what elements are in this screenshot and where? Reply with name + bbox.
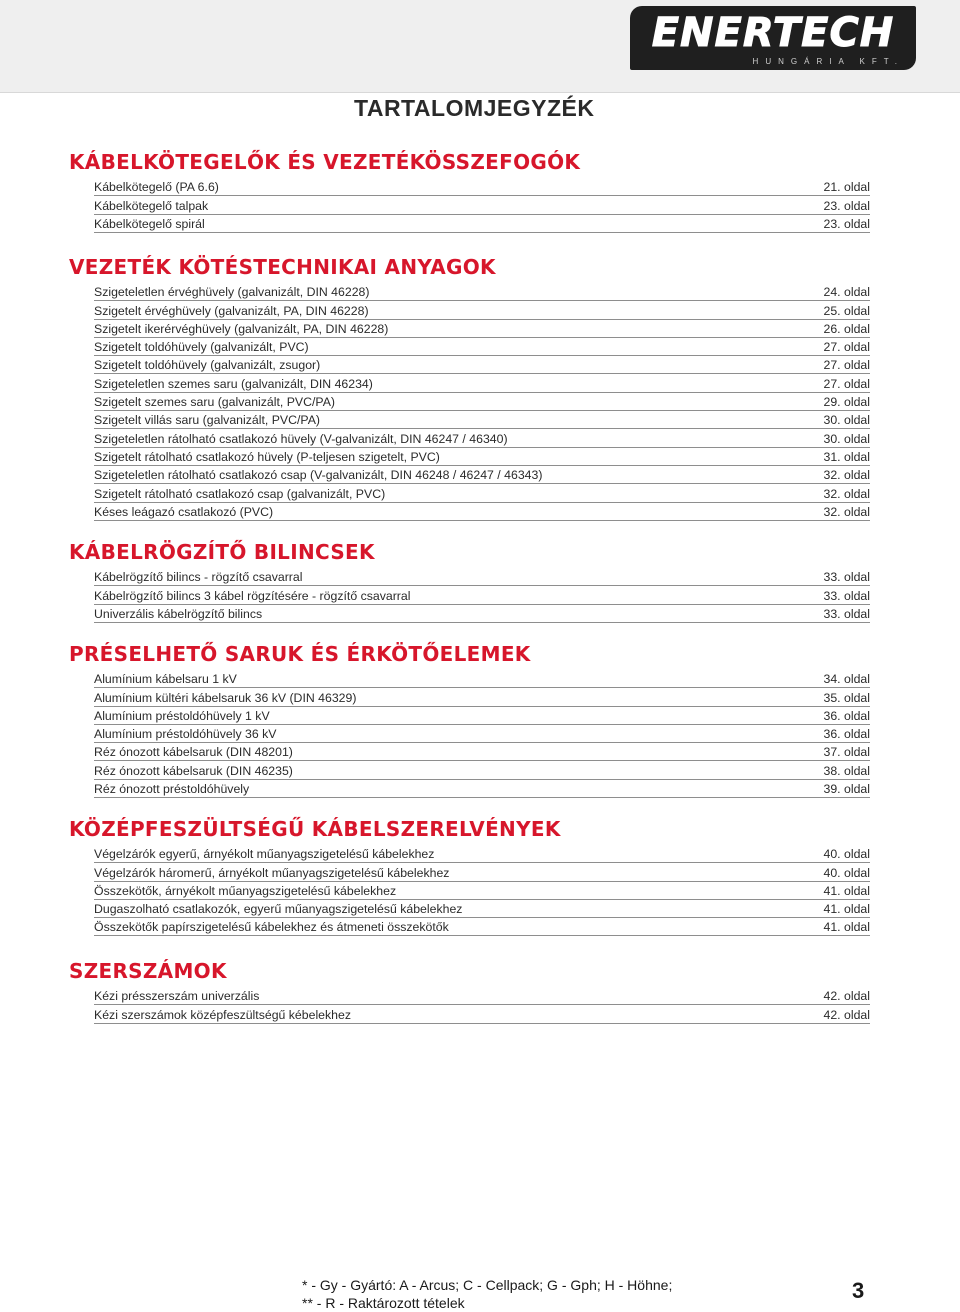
toc-page: 25. oldal [823,303,870,318]
toc-page: 34. oldal [823,672,870,687]
toc-row[interactable] [94,780,870,798]
section-title: KÁBELRÖGZÍTŐ BILINCSEK [69,540,375,564]
toc-page: 33. oldal [823,588,870,603]
section-szerszamok [69,957,870,1024]
toc-page: 26. oldal [823,321,870,336]
footer-legend-line: * - Gy - Gyártó: A - Arcus; C - Cellpack; G - Gph; H - Höhne; [302,1277,673,1293]
toc-row[interactable] [94,283,870,301]
toc-page: 32. oldal [823,486,870,501]
toc-page: 41. oldal [823,920,870,935]
toc-label: Szigetelt villás saru (galvanizált, PVC/PA) [94,413,320,428]
toc-row[interactable] [94,688,870,706]
toc-label: Végelzárók egyerű, árnyékolt műanyagszigetelésű kábelekhez [94,847,435,862]
section-title: VEZETÉK KÖTÉSTECHNIKAI ANYAGOK [69,255,496,279]
toc-row[interactable] [94,586,870,604]
toc-row[interactable] [94,484,870,502]
toc-page: 38. oldal [823,763,870,778]
toc-row[interactable] [94,301,870,319]
toc-label: Szigeteletlen érvéghüvely (galvanizált, DIN 46228) [94,285,370,300]
toc-label: Alumínium préstoldóhüvely 36 kV [94,727,277,742]
toc-label: Alumínium préstoldóhüvely 1 kV [94,708,270,723]
toc-page: 21. oldal [823,180,870,195]
toc-row[interactable] [94,429,870,447]
toc-label: Réz ónozott kábelsaruk (DIN 48201) [94,745,293,760]
toc-list [94,283,870,521]
toc-list [94,568,870,623]
toc-label: Kábelrögzítő bilincs 3 kábel rögzítésére - rögzítő csavarral [94,588,411,603]
section-preselheto-saruk [69,640,870,798]
toc-list [94,845,870,936]
section-vezetek-kotestechnikai [69,253,870,521]
logo-subtitle: HUNGÁRIA KFT. [752,57,904,66]
toc-page: 33. oldal [823,570,870,585]
toc-row[interactable] [94,1005,870,1023]
toc-label: Réz ónozott kábelsaruk (DIN 46235) [94,763,293,778]
toc-page: 41. oldal [823,902,870,917]
toc-page: 27. oldal [823,340,870,355]
toc-page: 23. oldal [823,198,870,213]
toc-page: 36. oldal [823,727,870,742]
header-band [0,0,960,93]
toc-row[interactable] [94,448,870,466]
toc-row[interactable] [94,670,870,688]
toc-label: Összekötők, árnyékolt műanyagszigetelésű kábelekhez [94,883,397,898]
toc-row[interactable] [94,743,870,761]
toc-page: 37. oldal [823,745,870,760]
toc-page: 36. oldal [823,708,870,723]
toc-page: 41. oldal [823,883,870,898]
toc-row[interactable] [94,338,870,356]
section-title: KÁBELKÖTEGELŐK ÉS VEZETÉKÖSSZEFOGÓK [69,150,581,174]
toc-page: 32. oldal [823,504,870,519]
toc-label: Szigetelt rátolható csatlakozó csap (galvanizált, PVC) [94,486,386,501]
toc-label: Kábelkötegelő spirál [94,216,205,231]
logo-wordmark: ENERTECH [651,10,895,56]
toc-label: Alumínium kábelsaru 1 kV [94,672,237,687]
section-kozepfeszultsegu [69,815,870,936]
toc-page: 42. oldal [823,1007,870,1022]
toc-label: Univerzális kábelrögzítő bilincs [94,606,263,621]
toc-label: Alumínium kültéri kábelsaruk 36 kV (DIN 46329) [94,690,357,705]
page-number: 3 [852,1278,865,1303]
section-title: PRÉSELHETŐ SARUK ÉS ÉRKÖTŐELEMEK [69,642,531,666]
toc-page: 32. oldal [823,468,870,483]
toc-label: Szigeteletlen rátolható csatlakozó csap (V-galvanizált, DIN 46248 / 46247 / 46343) [94,468,543,483]
toc-page: 31. oldal [823,449,870,464]
toc-row[interactable] [94,605,870,623]
toc-label: Szigetelt toldóhüvely (galvanizált, PVC) [94,340,309,355]
toc-page: 42. oldal [823,989,870,1004]
toc-page: 30. oldal [823,413,870,428]
toc-label: Kézi szerszámok középfeszültségű kébelekhez [94,1007,351,1022]
toc-label: Réz ónozott préstoldóhüvely [94,782,250,797]
toc-row[interactable] [94,320,870,338]
toc-row[interactable] [94,918,870,936]
toc-label: Kábelkötegelő (PA 6.6) [94,180,219,195]
toc-page: 27. oldal [823,358,870,373]
toc-page: 29. oldal [823,395,870,410]
toc-row[interactable] [94,466,870,484]
toc-page: 40. oldal [823,847,870,862]
toc-label: Szigetelt rátolható csatlakozó hüvely (P-teljesen szigetelt, PVC) [94,449,440,464]
toc-row[interactable] [94,863,870,881]
toc-label: Késes leágazó csatlakozó (PVC) [94,504,274,519]
toc-page: 40. oldal [823,865,870,880]
toc-row[interactable] [94,503,870,521]
toc-row[interactable] [94,882,870,900]
toc-label: Kábelrögzítő bilincs - rögzítő csavarral [94,570,303,585]
toc-list [94,178,870,233]
toc-row[interactable] [94,196,870,214]
toc-row[interactable] [94,900,870,918]
toc-row[interactable] [94,393,870,411]
toc-row[interactable] [94,761,870,779]
toc-label: Dugaszolható csatlakozók, egyerű műanyagszigetelésű kábelekhez [94,902,463,917]
footer-legend [302,1276,672,1312]
toc-label: Szigetelt ikerérvéghüvely (galvanizált, PA, DIN 46228) [94,321,389,336]
toc-page: 23. oldal [823,216,870,231]
toc-page: 39. oldal [823,782,870,797]
toc-row[interactable] [94,845,870,863]
toc-page: 33. oldal [823,606,870,621]
toc-label: Végelzárók háromerű, árnyékolt műanyagszigetelésű kábelekhez [94,865,450,880]
toc-row[interactable] [94,568,870,586]
enertech-logo [630,6,916,70]
toc-label: Szigetelt érvéghüvely (galvanizált, PA, DIN 46228) [94,303,369,318]
toc-row[interactable] [94,374,870,392]
toc-page: 35. oldal [823,690,870,705]
section-title: KÖZÉPFESZÜLTSÉGŰ KÁBELSZERELVÉNYEK [69,817,561,841]
toc-row[interactable] [94,987,870,1005]
toc-label: Szigeteletlen szemes saru (galvanizált, DIN 46234) [94,376,373,391]
toc-label: Szigetelt szemes saru (galvanizált, PVC/PA) [94,395,336,410]
page-title: TARTALOMJEGYZÉK [354,95,595,121]
toc-label: Összekötők papírszigetelésű kábelekhez és átmeneti összekötők [94,920,449,935]
section-kabelrogzito-bilincsek [69,538,870,623]
toc-row[interactable] [94,215,870,233]
toc-list [94,670,870,798]
footer-legend-line: ** - R - Raktározott tételek [302,1295,465,1311]
toc-label: Kézi présszerszám univerzális [94,989,260,1004]
toc-label: Szigetelt toldóhüvely (galvanizált, zsugor) [94,358,321,373]
toc-row[interactable] [94,725,870,743]
toc-page: 27. oldal [823,376,870,391]
toc-row[interactable] [94,178,870,196]
toc-page: 24. oldal [823,285,870,300]
toc-label: Szigeteletlen rátolható csatlakozó hüvely (V-galvanizált, DIN 46247 / 46340) [94,431,508,446]
toc-row[interactable] [94,411,870,429]
toc-page: 30. oldal [823,431,870,446]
toc-row[interactable] [94,707,870,725]
section-kabelkotegelok [69,148,870,233]
section-title: SZERSZÁMOK [69,959,227,983]
toc-label: Kábelkötegelő talpak [94,198,209,213]
toc-list [94,987,870,1024]
toc-row[interactable] [94,356,870,374]
